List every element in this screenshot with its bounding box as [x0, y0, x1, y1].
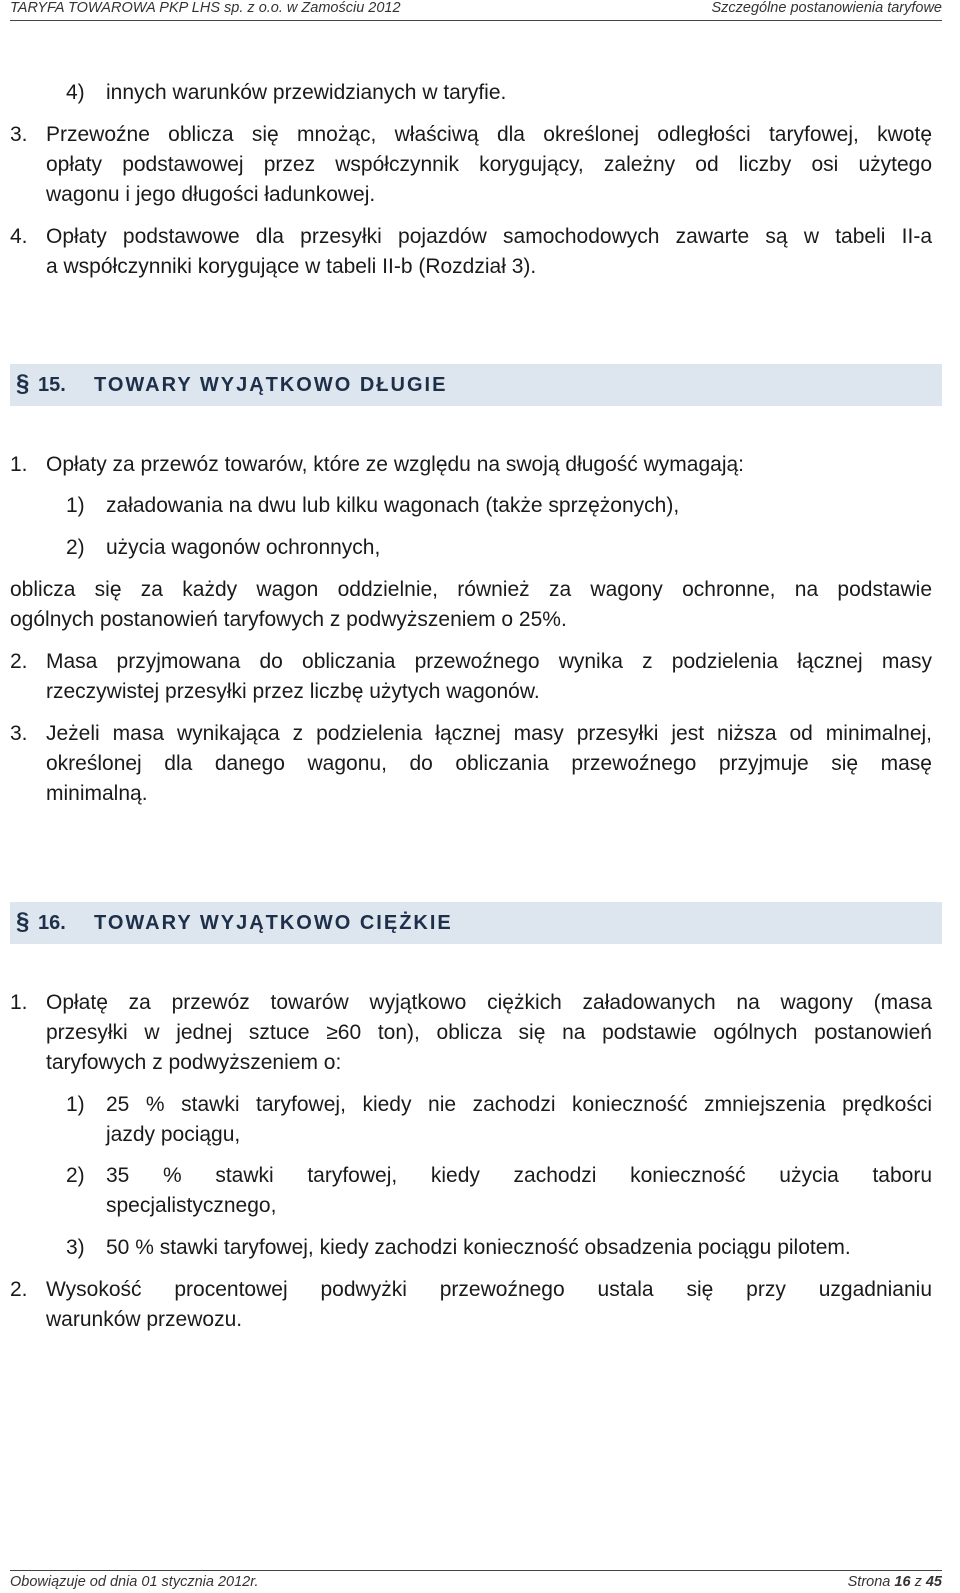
header-left: TARYFA TOWAROWA PKP LHS sp. z o.o. w Zamościu 2012 [10, 0, 401, 16]
list-text: załadowania na dwu lub kilku wagonach (także sprzężonych), [106, 494, 680, 517]
page-prefix: Strona [847, 1574, 891, 1590]
paragraph-line: określonej dla danego wagonu, do obliczania przewoźnego przyjmuje się masę [46, 752, 932, 775]
paragraph-line: przesyłki w jednej sztuce ≥60 ton), oblicza się na podstawie ogólnych postanowień [46, 1021, 932, 1044]
list-number: 4) [66, 81, 85, 104]
paragraph-line: taryfowych z podwyższeniem o: [46, 1051, 342, 1074]
paragraph-number: 1. [10, 453, 28, 476]
page-total: 45 [925, 1574, 942, 1590]
list-text: innych warunków przewidzianych w taryfie. [106, 81, 507, 104]
list-text: 25 % stawki taryfowej, kiedy nie zachodzi konieczność zmniejszenia prędkości [106, 1093, 932, 1116]
list-number: 1) [66, 494, 85, 517]
paragraph-line: Opłaty podstawowe dla przesyłki pojazdów samochodowych zawarte są w tabeli II-a [46, 225, 932, 248]
list-text: 50 % stawki taryfowej, kiedy zachodzi konieczność obsadzenia pociągu pilotem. [106, 1236, 851, 1259]
list-number: 2) [66, 1164, 85, 1187]
page-number [848, 1574, 942, 1590]
footer-effective-date: Obowiązuje od dnia 01 stycznia 2012r. [10, 1574, 259, 1590]
section-heading-15 [10, 364, 942, 406]
paragraph-number: 2. [10, 1278, 28, 1301]
paragraph-number: 3. [10, 722, 28, 745]
paragraph-line: minimalną. [46, 782, 148, 805]
page-footer [10, 1570, 942, 1591]
paragraph-line: oblicza się za każdy wagon oddzielnie, również za wagony ochronne, na podstawie [10, 578, 932, 601]
paragraph-number: 3. [10, 123, 28, 146]
page-current: 16 [894, 1574, 911, 1590]
paragraph-line: Opłaty za przewóz towarów, które ze względu na swoją długość wymagają: [46, 453, 745, 476]
header-right: Szczególne postanowienia taryfowe [711, 0, 942, 16]
paragraph-number: 4. [10, 225, 28, 248]
paragraph-line: a współczynniki korygujące w tabeli II-b (Rozdział 3). [46, 255, 537, 278]
section-title: TOWARY WYJĄTKOWO CIĘŻKIE [94, 912, 453, 934]
list-text: użycia wagonów ochronnych, [106, 536, 381, 559]
paragraph-line: Jeżeli masa wynikająca z podzielenia łącznej masy przesyłki jest niższa od minimalnej, [46, 722, 932, 745]
paragraph-line: ogólnych postanowień taryfowych z podwyższeniem o 25%. [10, 608, 567, 631]
section-number: 15. [38, 374, 66, 396]
paragraph-line: rzeczywistej przesyłki przez liczbę użytych wagonów. [46, 680, 540, 703]
paragraph-line: Opłatę za przewóz towarów wyjątkowo ciężkich załadowanych na wagony (masa [46, 991, 932, 1014]
section-symbol: § [16, 370, 30, 397]
paragraph-line: Masa przyjmowana do obliczania przewoźnego wynika z podzielenia łącznej masy [46, 650, 932, 673]
section-number: 16. [38, 912, 66, 934]
list-number: 1) [66, 1093, 85, 1116]
page-header [10, 0, 942, 21]
paragraph-line: Wysokość procentowej podwyżki przewoźnego ustala się przy uzgadnianiu [46, 1278, 932, 1301]
paragraph-number: 1. [10, 991, 28, 1014]
paragraph-line: opłaty podstawowej przez współczynnik korygujący, zależny od liczby osi użytego [46, 153, 932, 176]
page-sep: z [914, 1574, 922, 1590]
list-number: 3) [66, 1236, 85, 1259]
paragraph-line: wagonu i jego długości ładunkowej. [46, 183, 376, 206]
list-number: 2) [66, 536, 85, 559]
paragraph-line: warunków przewozu. [46, 1308, 243, 1331]
paragraph-line: Przewoźne oblicza się mnożąc, właściwą dla określonej odległości taryfowej, kwotę [46, 123, 932, 146]
paragraph-number: 2. [10, 650, 28, 673]
list-text: specjalistycznego, [106, 1194, 277, 1217]
list-text: jazdy pociągu, [106, 1123, 241, 1146]
section-title: TOWARY WYJĄTKOWO DŁUGIE [94, 374, 448, 396]
section-symbol: § [16, 908, 30, 935]
list-text: 35 % stawki taryfowej, kiedy zachodzi konieczność użycia taboru [106, 1164, 932, 1187]
section-heading-16 [10, 902, 942, 944]
